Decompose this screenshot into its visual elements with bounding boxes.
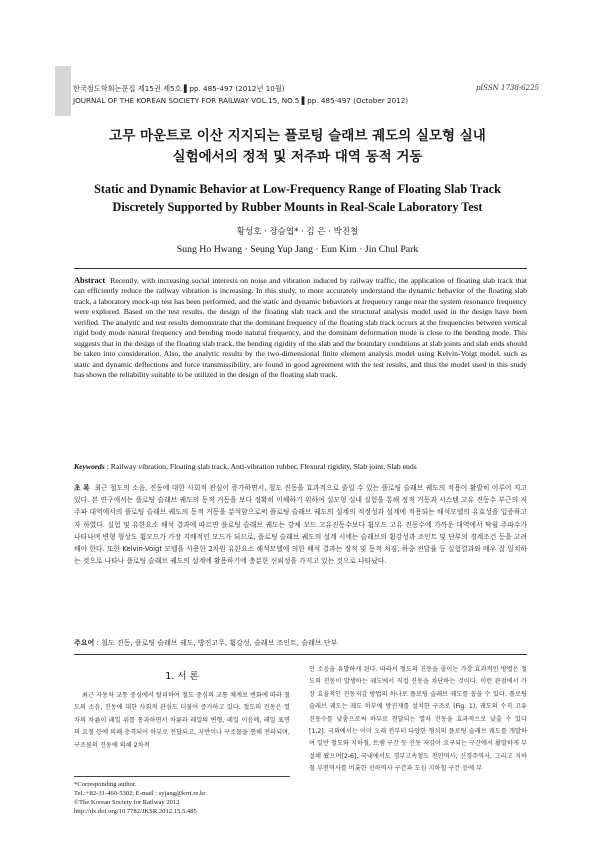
korean-title-line-1: 고무 마운트로 이산 지지되는 플로팅 슬래브 궤도의 실모형 실내 xyxy=(109,128,486,144)
korean-abstract-text: 최근 철도의 소음, 진동에 대한 사회적 관심이 증가하면서, 철도 진동을 효과적으로 줄일 수 있는 플로팅 슬래브 궤도의 적용이 활발히 이루어 지고 있다. 본 연구에서는 플로팅 슬래브 궤도의 동적 거동을 보다 정확히 이해하기 위하여 실모형 실내 실험을 통해 정적 거동과 시스템 고유 진동수 부근의 저주파 대역에서의 플로팅 슬래브 궤도의 동적 거동을 분석함으로써 플로팅 슬래브 궤도의 설계의 적정성과 설계에 적용되는 해석모델의 유효성을 입증하고자 하였다. 실험 및 유한요소 해석 결과에 따르면 플로팅 슬래브 궤도는 강체 모드 고유진동수보다 휨모드 고유 진동수에 가까운 대역에서 탁월 주파수가 나타나며 변형 형상도 휨모드가 가장 지배적인 모드가 되므로, 플로팅 슬래브 궤도의 설계 시에는 슬래브의 휨강성과 조인트 및 단부의 경계조건 등을 고려해야 한다. 또한 Kelvin-Voigt 모델을 사용한 2차원 유한요소 해석모델에 의한 해석 결과는 정적 및 동적 처짐, 하중 전달률 등 실험결과와 매우 잘 일치하는 것으로 나타나 플로팅 슬래브 궤도의 설계에 활용하기에 충분한 신뢰성을 가지고 있는 것으로 나타났다. xyxy=(74,484,527,566)
keywords-label: Keywords xyxy=(74,462,105,471)
journal-citation-en: JOURNAL OF THE KOREAN SOCIETY FOR RAILWAY VOL.15, NO.5 ▌pp. 485-497 (October 2012) xyxy=(73,96,409,105)
korean-title-line-2: 실험에서의 정적 및 저주파 대역 동적 거동 xyxy=(172,149,423,165)
english-title-line-1: Static and Dynamic Behavior at Low-Frequency Range of Floating Slab Track xyxy=(94,182,501,196)
issn: pISSN 1738-6225 xyxy=(475,84,539,92)
abstract-top-rule xyxy=(74,268,527,269)
abstract-text: Recently, with increasing social interests on noise and vibration induced by railway traffic, the application of floating slab track that can efficiently reduce the railway vibration is increasing. In this study, to more accurately understand the dynamic behavior of the floating slab track, a laboratory mock-up test has been performed, and the static and dynamic behaviors at frequency range near the system resonance frequency were explored. Based on the test results, the design of the floating slab track and the structural analysis model used in the design have been verified. The analytic and test results demonstrate that the dominant frequency of the floating slab track occurs at the frequencies between vertical rigid body mode natural frequency and bending mode natural frequency, and the dominant deformation mode is close to the bending mode. This suggests that in the design of the floating slab track, the bending rigidity of the slab and the boundary conditions at slab joints and slab ends should be taken into consideration. Also, the analytic results by the two-dimensional finite element analysis model using Kelvin-Voigt model, such as static and dynamic deflections and force transmissibility, are found in good agreement with the test results, and thus the model used in this study has shown the reliability suitable to be utilized in the design of the floating slab track. xyxy=(74,276,528,380)
footnote-copyright: ©The Korean Society for Railway 2012 xyxy=(74,799,180,806)
keywords-text: : Railway vibration, Floating slab track, Anti-vibration rubber, Flexural rigidity, Slab joint, Slab ends xyxy=(106,462,417,471)
footnote-contact: Tel.:+82-31-460-5302, E-mail : syjang@krri.re.kr xyxy=(74,790,206,797)
korean-keywords-label: 주요어 xyxy=(74,639,95,647)
journal-marker xyxy=(55,66,71,116)
korean-abstract xyxy=(74,482,527,567)
authors-english: Sung Ho Hwang · Seung Yup Jang · Eun Kim · Jin Chul Park xyxy=(176,244,419,255)
authors-korean: 황성호 · 장승엽* · 김 은 · 박진철 xyxy=(236,227,359,237)
english-title-line-2: Discretely Supported by Rubber Mounts in Real-Scale Laboratory Test xyxy=(112,200,483,214)
korean-title xyxy=(40,126,555,168)
korean-keywords-text: : 철도 진동, 플로팅 슬래브 궤도, 방진고무, 휨강성, 슬래브 조인트, 슬래브 단부 xyxy=(96,639,338,647)
body-left-column xyxy=(74,690,290,752)
footnote-rule xyxy=(74,776,290,777)
abstract-label: Abstract xyxy=(74,276,106,285)
english-title xyxy=(60,180,535,216)
korean-abstract-label: 초 록 xyxy=(74,484,90,492)
section-heading-introduction: 1. 서 론 xyxy=(165,671,199,682)
body-right-column xyxy=(309,664,527,776)
keywords xyxy=(74,462,527,471)
abstract xyxy=(74,276,527,381)
intro-paragraph-right: 인 소음을 유발하게 된다. 따라서 철도의 진동을 줄이는 가장 효과적인 방법은 철도의 진동이 발생하는 궤도에서 직접 진동을 차단하는 것이다. 이런 관점에서 가장 효율적인 진동저감 방법의 하나로 플로팅 슬래브 궤도를 꼽을 수 있다. 플로팅 슬래브 궤도는 궤도 하부에 방진재를 설치한 구조로 (Fig. 1), 궤도의 수직 고유 진동수를 낮춤으로써 하부로 전달되는 열차 진동을 효과적으로 낮출 수 있다[1,2]. 국외에서는 이미 오래 전부터 다양한 형식의 플로팅 슬래브 궤도를 개발하여 일반 철도와 지하철, 트램 구간 등 진동 저감이 요구되는 구간에서 활발하게 부설해 왔으며[2-6], 국내에서도 경부고속철도 천안역사, 신경주역사, 그리고 지하철 부천역사를 비롯한 선하역사 구간과 도심 지하철 구간 등에 부 xyxy=(309,666,527,773)
intro-paragraph-left: 최근 자동차 교통 중심에서 탈피하여 철도 중심의 교통 체계로 변화에 따라 철도의 소음, 진동에 대한 사회적 관심도 더불어 증가하고 있다. 철도의 진동은 열차의 차륜이 레일 위를 통과하면서 차륜과 레일의 변형, 레일 이음매, 레일 표면의 요철 등에 의해 충격되어 하부로 전달되고, 지반이나 구조물을 통해 전파되며, 구조물의 진동에 의해 2차적 xyxy=(74,692,290,749)
journal-citation-ko: 한국철도학회논문집 제15권 제5호 ▌pp. 485-497 (2012년 10월) xyxy=(73,84,285,93)
footnote-corresponding: *Corresponding author. xyxy=(74,781,137,788)
abstract-bottom-rule xyxy=(74,654,527,655)
footnote-doi: http://dx.doi.org/10.7782/JKSR.2012.15.5.485 xyxy=(74,808,197,815)
korean-keywords xyxy=(74,638,527,648)
footnote xyxy=(74,780,290,816)
